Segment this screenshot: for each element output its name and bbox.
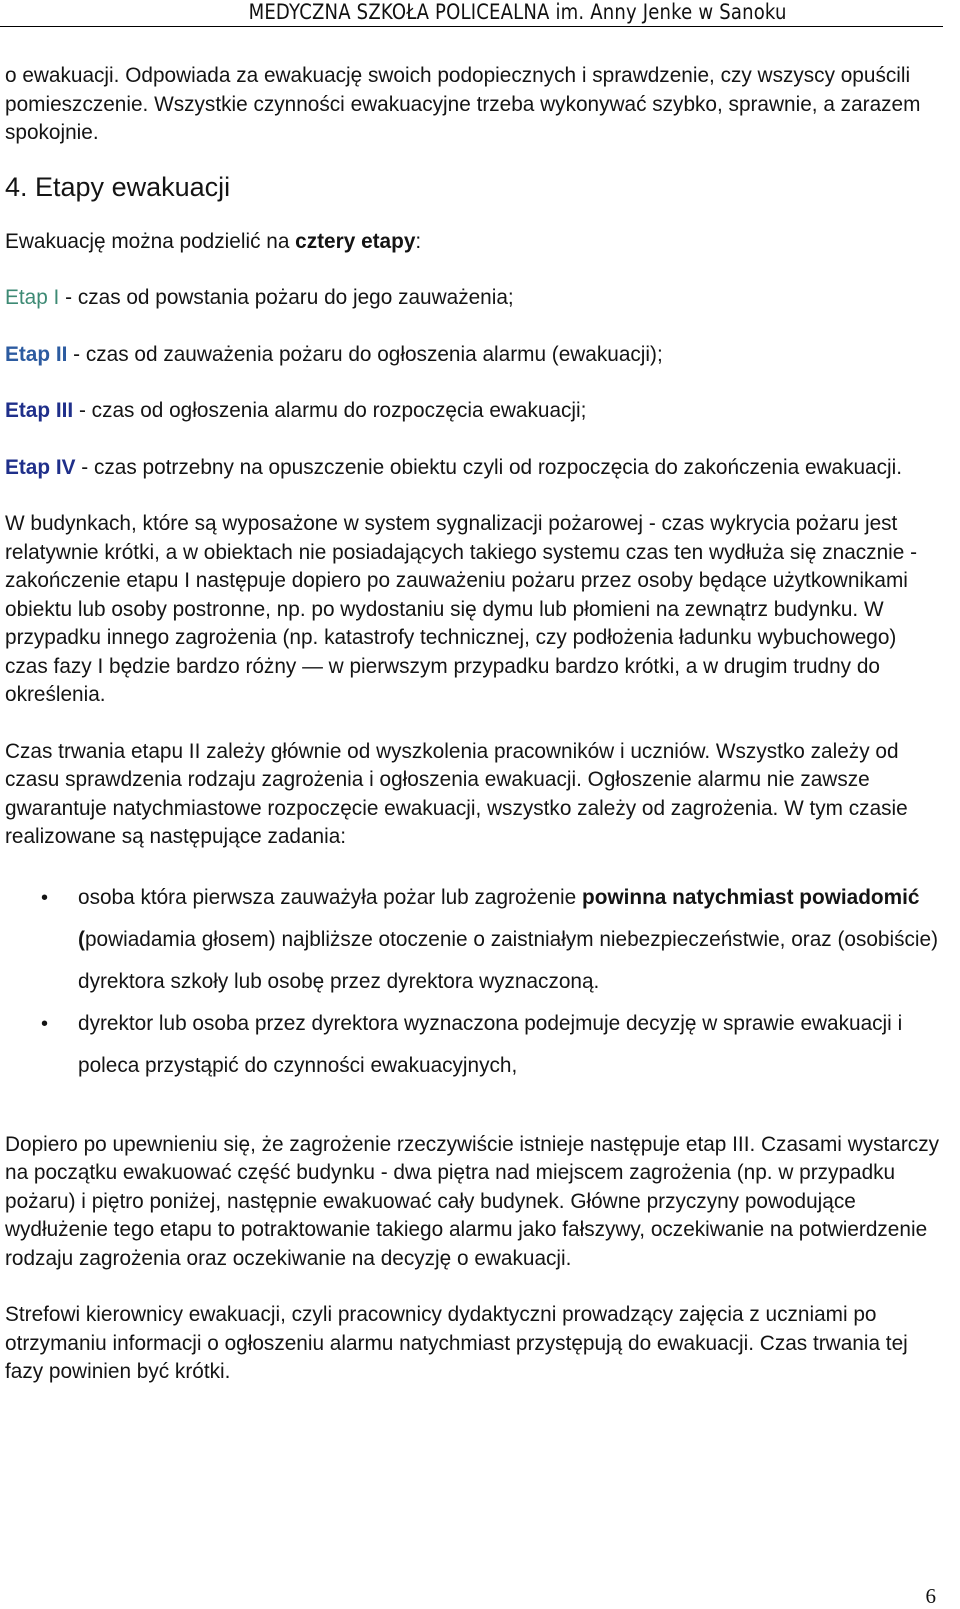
stage-text-2: - czas od zauważenia pożaru do ogłoszenia alarmu (ewakuacji); bbox=[67, 342, 663, 366]
stage-item-2 bbox=[5, 341, 940, 370]
task-text-continued: powiadamia głosem) najbliższe otoczenie o zaistniałym niebezpieczeństwie, oraz (osobiście) dyrektora szkoły lub osobę przez dyrektora wyznaczoną. bbox=[78, 927, 939, 993]
page-header bbox=[0, 0, 943, 27]
stage-label-1: Etap I bbox=[5, 286, 60, 309]
lead-suffix: : bbox=[415, 229, 422, 253]
stage-text-1: - czas od powstania pożaru do jego zauważenia; bbox=[59, 286, 514, 309]
zones-paragraph: Strefowi kierownicy ewakuacji, czyli pracownicy dydaktyczni prowadzący zajęcia z uczniami po otrzymaniu informacji o ogłoszeniu alarmu natychmiast przystępują do ewakuacji. Czas trwania tej fazy powinien być krótki. bbox=[5, 1303, 908, 1383]
intro-paragraph: o ewakuacji. Odpowiada za ewakuację swoich podopiecznych i sprawdzenie, czy wszyscy opuścili pomieszczenie. Wszystkie czynności ewakuacyjne trzeba wykonywać szybko, sprawnie, a zarazem spokojnie. bbox=[5, 64, 921, 144]
header-title: MEDYCZNA SZKOŁA POLICEALNA im. Anny Jenke w Sanoku bbox=[248, 0, 787, 24]
task-bold-text: powinna natychmiast powiadomić ( bbox=[78, 885, 920, 951]
stage-label-3: Etap III bbox=[5, 399, 74, 422]
section-title: 4. Etapy ewakuacji bbox=[5, 171, 231, 202]
task-text: dyrektor lub osoba przez dyrektora wyznaczona podejmuje decyzję w sprawie ewakuacji i poleca przystąpić do czynności ewakuacyjnych, bbox=[78, 1011, 903, 1077]
stage3-paragraph: Dopiero po upewnieniu się, że zagrożenie rzeczywiście istnieje następuje etap III. Czasami wystarczy na początku ewakuować część budynku - dwa piętra nad miejscem zagrożenia (np. w przypadku pożaru) i piętro poniżej, następnie ewakuować cały budynek. Główne przyczyny powodujące wydłużenie tego etapu to potraktowanie takiego alarmu jako fałszywy, oczekiwanie na potwierdzenie rodzaju zagrożenia oraz oczekiwanie na decyzję o ewakuacji. bbox=[5, 1132, 939, 1270]
list-item bbox=[5, 1003, 940, 1087]
lead-bold-text: cztery etapy bbox=[295, 229, 416, 253]
stage-label-2: Etap II bbox=[5, 342, 68, 366]
stage-item-1 bbox=[5, 284, 940, 313]
duration-paragraph: Czas trwania etapu II zależy głównie od wyszkolenia pracowników i uczniów. Wszystko zależy od czasu sprawdzenia rodzaju zagrożenia i ogłoszenia ewakuacji. Ogłoszenie alarmu nie zawsze gwarantuje natychmiastowe rozpoczęcie ewakuacji, wszystko zależy od zagrożenia. W tym czasie realizowane są następujące zadania: bbox=[5, 739, 908, 848]
stage-label-4: Etap IV bbox=[5, 455, 76, 479]
task-text: osoba która pierwsza zauważyła pożar lub zagrożenie bbox=[78, 885, 583, 909]
stages-lead bbox=[5, 228, 940, 257]
page-number: 6 bbox=[925, 1584, 936, 1608]
bullet-icon: • bbox=[41, 886, 49, 909]
lead-text: Ewakuację można podzielić na bbox=[5, 229, 296, 253]
stage-text-4: - czas potrzebny na opuszczenie obiektu czyli od rozpoczęcia do zakończenia ewakuacji. bbox=[75, 455, 903, 479]
stage-item-3 bbox=[5, 397, 940, 426]
bullet-icon: • bbox=[41, 1012, 49, 1035]
stage-item-4 bbox=[5, 454, 940, 483]
stage-text-3: - czas od ogłoszenia alarmu do rozpoczęcia ewakuacji; bbox=[73, 399, 587, 422]
task-list bbox=[5, 877, 940, 1087]
document-body bbox=[5, 62, 940, 1387]
list-item bbox=[5, 877, 940, 1003]
buildings-paragraph: W budynkach, które są wyposażone w system sygnalizacji pożarowej - czas wykrycia pożaru jest relatywnie krótki, a w obiektach nie posiadających takiego systemu czas ten wydłuża się znacznie - zakończenie etapu I następuje dopiero po zauważeniu pożaru przez osoby będące użytkownikami obiektu lub osoby postronne, np. po wydostaniu się dymu lub płomieni na zewnątrz budynku. W przypadku innego zagrożenia (np. katastrofy technicznej, czy podłożenia ładunku wybuchowego) czas fazy I będzie bardzo różny — w pierwszym przypadku bardzo krótki, a w drugim trudny do określenia. bbox=[5, 512, 918, 706]
